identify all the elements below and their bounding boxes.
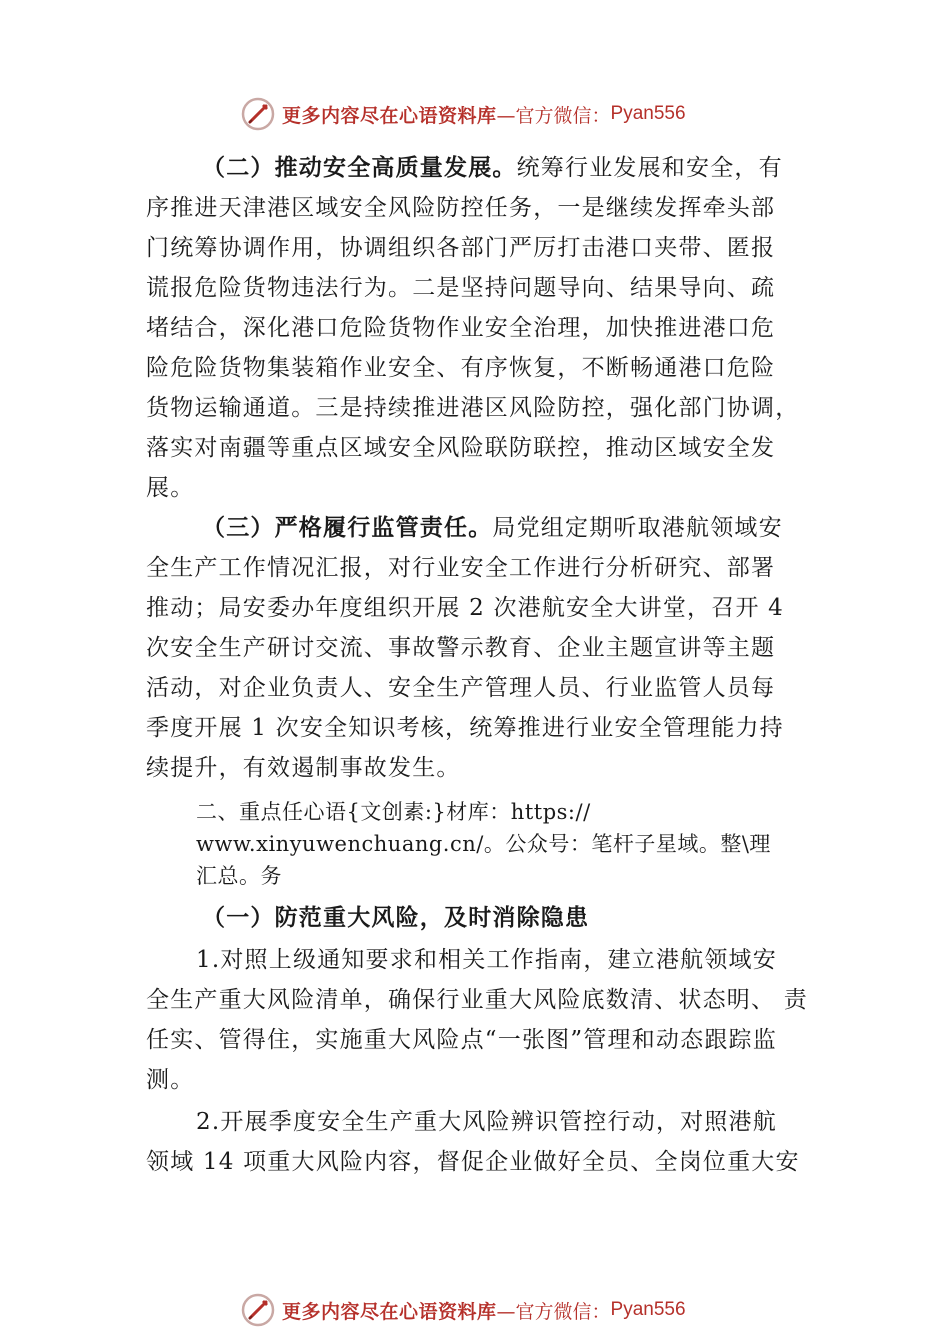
para2-line-2: 推动；局安委办年度组织开展 2 次港航安全大讲堂，召开 4 — [146, 595, 784, 621]
para2-line-0-text: 局党组定期听取港航领域安 — [492, 515, 783, 541]
para2-line-4: 活动，对企业负责人、安全生产管理人员、行业监管人员每 — [146, 675, 776, 701]
banner-dash-text: —官方微信： — [496, 1300, 611, 1323]
item1-line-3: 测。 — [146, 1067, 195, 1093]
para2-line-5: 季度开展 1 次安全知识考核，统筹推进行业安全管理能力持 — [146, 715, 784, 741]
banner-dash-text: —官方微信： — [496, 104, 611, 127]
para2-line-6: 续提升，有效遏制事故发生。 — [146, 755, 461, 781]
section2-line-1: www.xinyuwenchuang.cn/。公众号：笔杆子星域。整\理 — [196, 832, 771, 856]
banner-wechat-id: Pyan556 — [610, 1299, 686, 1320]
item1-line-1: 全生产重大风险清单，确保行业重大风险底数清、状态明、 责 — [146, 987, 808, 1013]
para1-line-1: 序推进天津港区域安全风险防控任务，一是继续发挥牵头部 — [146, 195, 776, 221]
item2-line-0: 2.开展季度安全生产重大风险辨识管控行动，对照港航 — [196, 1109, 777, 1135]
para2-line-0 — [202, 514, 816, 542]
section2-line-0: 二、重点任心语{文创素:}材库：https:// — [196, 800, 591, 824]
para1-line-4: 堵结合，深化港口危险货物作业安全治理，加快推进港口危 — [146, 315, 776, 341]
para1-heading: （二）推动安全高质量发展。 — [202, 154, 517, 181]
banner-main-text: 更多内容尽在心语资料库 — [282, 104, 497, 127]
para1-line-7: 落实对南疆等重点区域安全风险联防联控，推动区域安全发 — [146, 435, 776, 461]
logo-icon — [240, 1292, 276, 1328]
item1-line-2: 任实、管得住，实施重大风险点“一张图”管理和动态跟踪监 — [146, 1027, 777, 1053]
para1-line-6: 货物运输通道。三是持续推进港区风险防控，强化部门协调， — [146, 395, 800, 421]
para2-line-3: 次安全生产研讨交流、事故警示教育、企业主题宣讲等主题 — [146, 635, 776, 661]
para2-line-1: 全生产工作情况汇报，对行业安全工作进行分析研究、部署 — [146, 555, 776, 581]
item2-line-1: 领域 14 项重大风险内容，督促企业做好全员、全岗位重大安 — [146, 1149, 800, 1175]
para1-line-5: 险危险货物集装箱作业安全、有序恢复，不断畅通港口危险 — [146, 355, 776, 381]
para1-line-0 — [202, 154, 816, 182]
watermark-banner-bottom — [240, 1290, 740, 1330]
watermark-banner-top — [240, 94, 740, 134]
logo-icon — [240, 96, 276, 132]
banner-wechat-id: Pyan556 — [610, 103, 686, 124]
item1-line-0: 1.对照上级通知要求和相关工作指南，建立港航领域安 — [196, 947, 777, 973]
sub1-heading: （一）防范重大风险，及时消除隐患 — [202, 904, 590, 931]
para1-line-2: 门统筹协调作用，协调组织各部门严厉打击港口夹带、匿报 — [146, 235, 776, 261]
para2-heading: （三）严格履行监管责任。 — [202, 514, 493, 541]
para1-line-0-text: 统筹行业发展和安全，有 — [516, 155, 783, 181]
para1-line-3: 谎报危险货物违法行为。二是坚持问题导向、结果导向、疏 — [146, 275, 776, 301]
banner-main-text: 更多内容尽在心语资料库 — [282, 1300, 497, 1323]
para1-line-8: 展。 — [146, 475, 195, 501]
section2-line-2: 汇总。务 — [196, 864, 282, 888]
